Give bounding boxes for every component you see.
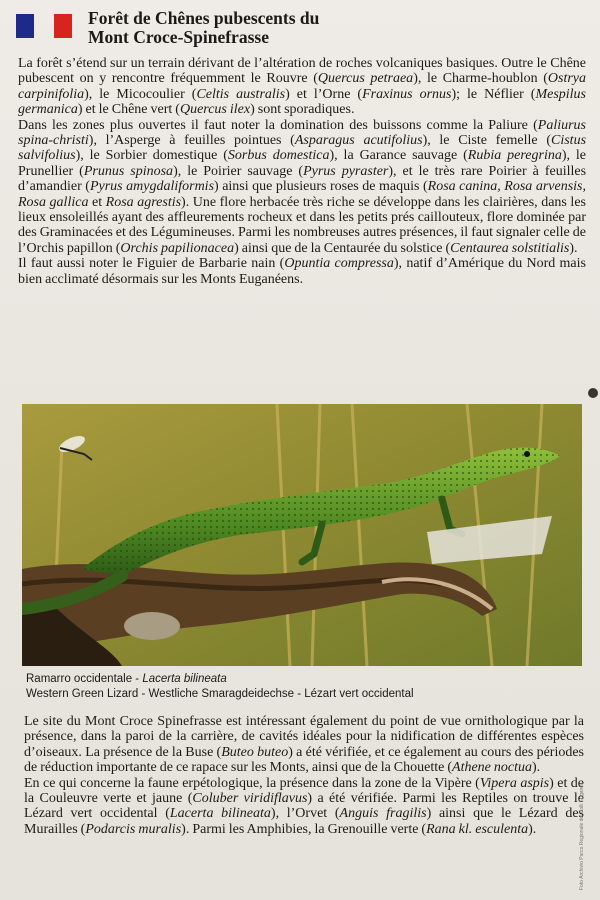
french-flag-icon [16,14,72,38]
title-line-2: Mont Croce-Spinefrasse [88,27,269,47]
flora-paragraph-3: Il faut aussi noter le Figuier de Barbarie nain (Opuntia compressa), natif d’Amérique du Nord mais bien acclimaté désormais sur les Monts Euganéens. [18,256,586,287]
snail-shell [124,612,180,640]
green-lizard-illustration [22,404,582,666]
fauna-description [24,714,584,837]
flag-red-stripe [54,14,72,38]
fauna-paragraph-2: En ce qui concerne la faune erpétologique, la présence dans la zone de la Vipère (Vipera aspis) et de la Couleuvre verte et jaune (Coluber viridiflavus) a été vérifiée. Parmi les Reptiles on trouve le Lézard vert occidental (Lacerta bilineata), l’Orvet (Anguis fragilis) ainsi que le Lézard des Murailles (Podarcis muralis). Parmi les Amphibies, la Grenouille verte (Rana kl. esculenta). [24,775,584,837]
flora-paragraph-1: La forêt s’étend sur un terrain dérivant de l’altération de roches volcaniques basiques. Outre le Chêne pubescent on y rencontre fréquemment le Rouvre (Quercus petraea), le Charme-houblon (Ostrya carpinifolia), le Micocoulier (Celtis australis) et l’Orne (Fraxinus ornus); le Néflier (Mespilus germanica) et le Chêne vert (Quercus ilex) sont sporadiques. [18,56,587,118]
caption-line-1: Ramarro occidentale - Lacerta bilineata [26,673,227,685]
mounting-hole [588,388,598,398]
lizard-photo [22,404,582,666]
flag-blue-stripe [16,14,34,38]
title-line-1: Forêt de Chênes pubescents du [88,8,320,28]
panel-title [88,9,508,47]
fauna-paragraph-1: Le site du Mont Croce Spinefrasse est intéressant également du point de vue ornithologique par la présence, dans la paroi de la carrière, de cavités idéales pour la nidification de différentes espèces d’oiseaux. La présence de la Buse (Buteo buteo) a été vérifiée, et ce également au cours des périodes de réduction importante de ce rapace sur les Monts, ainsi que de la Chouette (Athene noctua). [24,714,585,776]
flora-description [18,56,586,287]
flora-paragraph-2: Dans les zones plus ouvertes il faut noter la domination des buissons comme la Paliure (Paliurus spina-christi), l’Asperge à feuilles pointues (Asparagus acutifolius), le Ciste femelle (Cistus salvifolius), le Sorbier domestique (Sorbus domestica), la Garance sauvage (Rubia peregrina), le Prunellier (Prunus spinosa), le Poirier sauvage (Pyrus pyraster), et le très rare Poirier à feuilles d’amandier (Pyrus amygdaliformis) ainsi que plusieurs roses de maquis (Rosa canina, Rosa arvensis, Rosa gallica et Rosa agrestis). Une flore herbacée très riche se développe dans les clairières, dans les lieux ensoleillés ayant des affleurements rocheux et dans les petits prés caillouteux, flore dominée par des Graminacées et des Légumineuses. Parmi les nombreuses autres présences, il faut signaler celle de l’Orchis papillon (Orchis papilionacea) ainsi que de la Centaurée du solstice (Centaurea solstitialis). [18,117,587,256]
photo-credit: Foto Archivio Parco Regionale dei Colli Euganei [579,783,585,890]
photo-caption [26,672,586,702]
caption-line-2: Western Green Lizard - Westliche Smaragdeidechse - Lézart vert occidental [26,688,414,700]
